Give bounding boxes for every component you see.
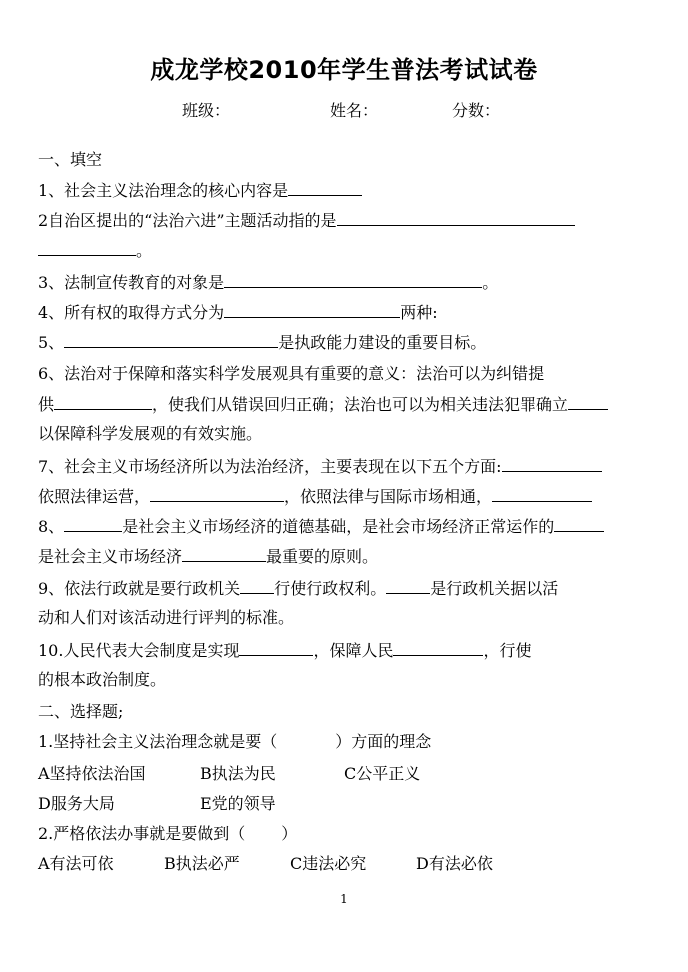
answer-blank[interactable] <box>288 178 362 196</box>
choice-option[interactable]: D服务大局 <box>38 794 115 813</box>
question-text: 以保障科学发展观的有效实施。 <box>38 424 263 443</box>
question-text: 。 <box>136 241 153 260</box>
question-text: ）方面的理念 <box>335 732 432 751</box>
section-heading-fill: 一、填空 <box>38 150 103 169</box>
question-4 <box>38 300 438 324</box>
answer-blank[interactable] <box>240 576 274 594</box>
answer-blank[interactable] <box>54 392 152 410</box>
question-text: ，依照法律与国际市场相通， <box>284 487 493 506</box>
question-text: 8、 <box>38 517 65 536</box>
question-text: 最重要的原则。 <box>266 547 379 566</box>
question-8 <box>38 514 604 538</box>
page-number: 1 <box>340 892 348 906</box>
answer-blank[interactable] <box>554 514 604 532</box>
answer-blank[interactable] <box>492 484 592 502</box>
answer-blank[interactable] <box>38 238 136 256</box>
question-9-cont <box>38 606 294 630</box>
question-10-cont <box>38 668 166 692</box>
question-3 <box>38 270 498 294</box>
question-text: 两种: <box>400 303 438 322</box>
answer-blank[interactable] <box>224 270 482 288</box>
question-text: ，保障人民 <box>313 641 394 660</box>
question-6-cont2 <box>38 422 262 446</box>
question-text: 的根本政治制度。 <box>38 670 167 689</box>
question-5 <box>38 330 486 354</box>
choice-option[interactable]: A有法可依 <box>38 854 114 873</box>
question-text: 是行政机关据以活 <box>430 579 559 598</box>
question-1 <box>38 178 362 202</box>
choice-option[interactable]: E党的领导 <box>200 794 276 813</box>
question-7 <box>38 454 602 478</box>
answer-blank[interactable] <box>224 300 400 318</box>
question-text: 3、法制宣传教育的对象是 <box>38 273 225 292</box>
question-2 <box>38 208 575 232</box>
choice-option[interactable]: D有法必依 <box>416 854 493 873</box>
section-heading-choice: 二、选择题; <box>38 702 124 721</box>
answer-blank[interactable] <box>239 638 313 656</box>
question-text: 行使行政权利。 <box>274 579 387 598</box>
question-8-cont <box>38 544 378 568</box>
question-text: 是社会主义市场经济的道德基础，是社会市场经济正常运作的 <box>122 517 555 536</box>
question-text: ） <box>281 824 298 843</box>
choice-option[interactable]: C公平正义 <box>344 764 421 783</box>
question-text: 5、 <box>38 333 65 352</box>
score-label: 分数： <box>452 101 501 120</box>
question-text: 10.人民代表大会制度是实现 <box>38 641 240 660</box>
answer-blank[interactable] <box>568 392 608 410</box>
question-10 <box>38 638 531 662</box>
page-title: 成龙学校2010年学生普法考试试卷 <box>150 56 538 84</box>
question-9 <box>38 576 558 600</box>
choice-option[interactable]: C违法必究 <box>290 854 367 873</box>
name-label: 姓名： <box>330 101 379 120</box>
question-7-cont <box>38 484 592 508</box>
answer-blank[interactable] <box>393 638 483 656</box>
class-label: 班级： <box>182 101 231 120</box>
choice-option[interactable]: B执法为民 <box>200 764 276 783</box>
question-text: ，使我们从错误回归正确；法治也可以为相关违法犯罪确立 <box>152 395 569 414</box>
question-text: 9、依法行政就是要行政机关 <box>38 579 241 598</box>
question-text: ，行使 <box>483 641 532 660</box>
answer-blank[interactable] <box>386 576 430 594</box>
choice-option[interactable]: A坚持依法治国 <box>38 764 146 783</box>
choice-question-2 <box>38 822 297 846</box>
question-6-cont <box>38 392 608 416</box>
question-text: 依照法律运营， <box>38 487 151 506</box>
choice-option[interactable]: B执法必严 <box>164 854 240 873</box>
question-text: 2.严格依法办事就是要做到（ <box>38 824 246 843</box>
question-text: 2自治区提出的“法治六进”主题活动指的是 <box>38 211 337 230</box>
question-text: 6、法治对于保障和落实科学发展观具有重要的意义：法治可以为纠错提 <box>38 364 545 383</box>
answer-blank[interactable] <box>502 454 602 472</box>
answer-blank[interactable] <box>64 330 278 348</box>
question-text: 7、社会主义市场经济所以为法治经济，主要表现在以下五个方面: <box>38 457 502 476</box>
question-text: 动和人们对该活动进行评判的标准。 <box>38 608 295 627</box>
question-text: 是执政能力建设的重要目标。 <box>278 333 487 352</box>
question-2-cont <box>38 238 152 262</box>
answer-blank[interactable] <box>150 484 284 502</box>
question-6 <box>38 362 544 386</box>
question-text: 。 <box>482 273 499 292</box>
question-text: 供 <box>38 395 55 414</box>
question-text: 是社会主义市场经济 <box>38 547 183 566</box>
answer-blank[interactable] <box>182 544 266 562</box>
choice-question-1 <box>38 730 431 754</box>
answer-blank[interactable] <box>337 208 575 226</box>
answer-blank[interactable] <box>64 514 122 532</box>
question-text: 1.坚持社会主义法治理念就是要（ <box>38 732 278 751</box>
question-text: 4、所有权的取得方式分为 <box>38 303 225 322</box>
question-text: 1、社会主义法治理念的核心内容是 <box>38 181 289 200</box>
